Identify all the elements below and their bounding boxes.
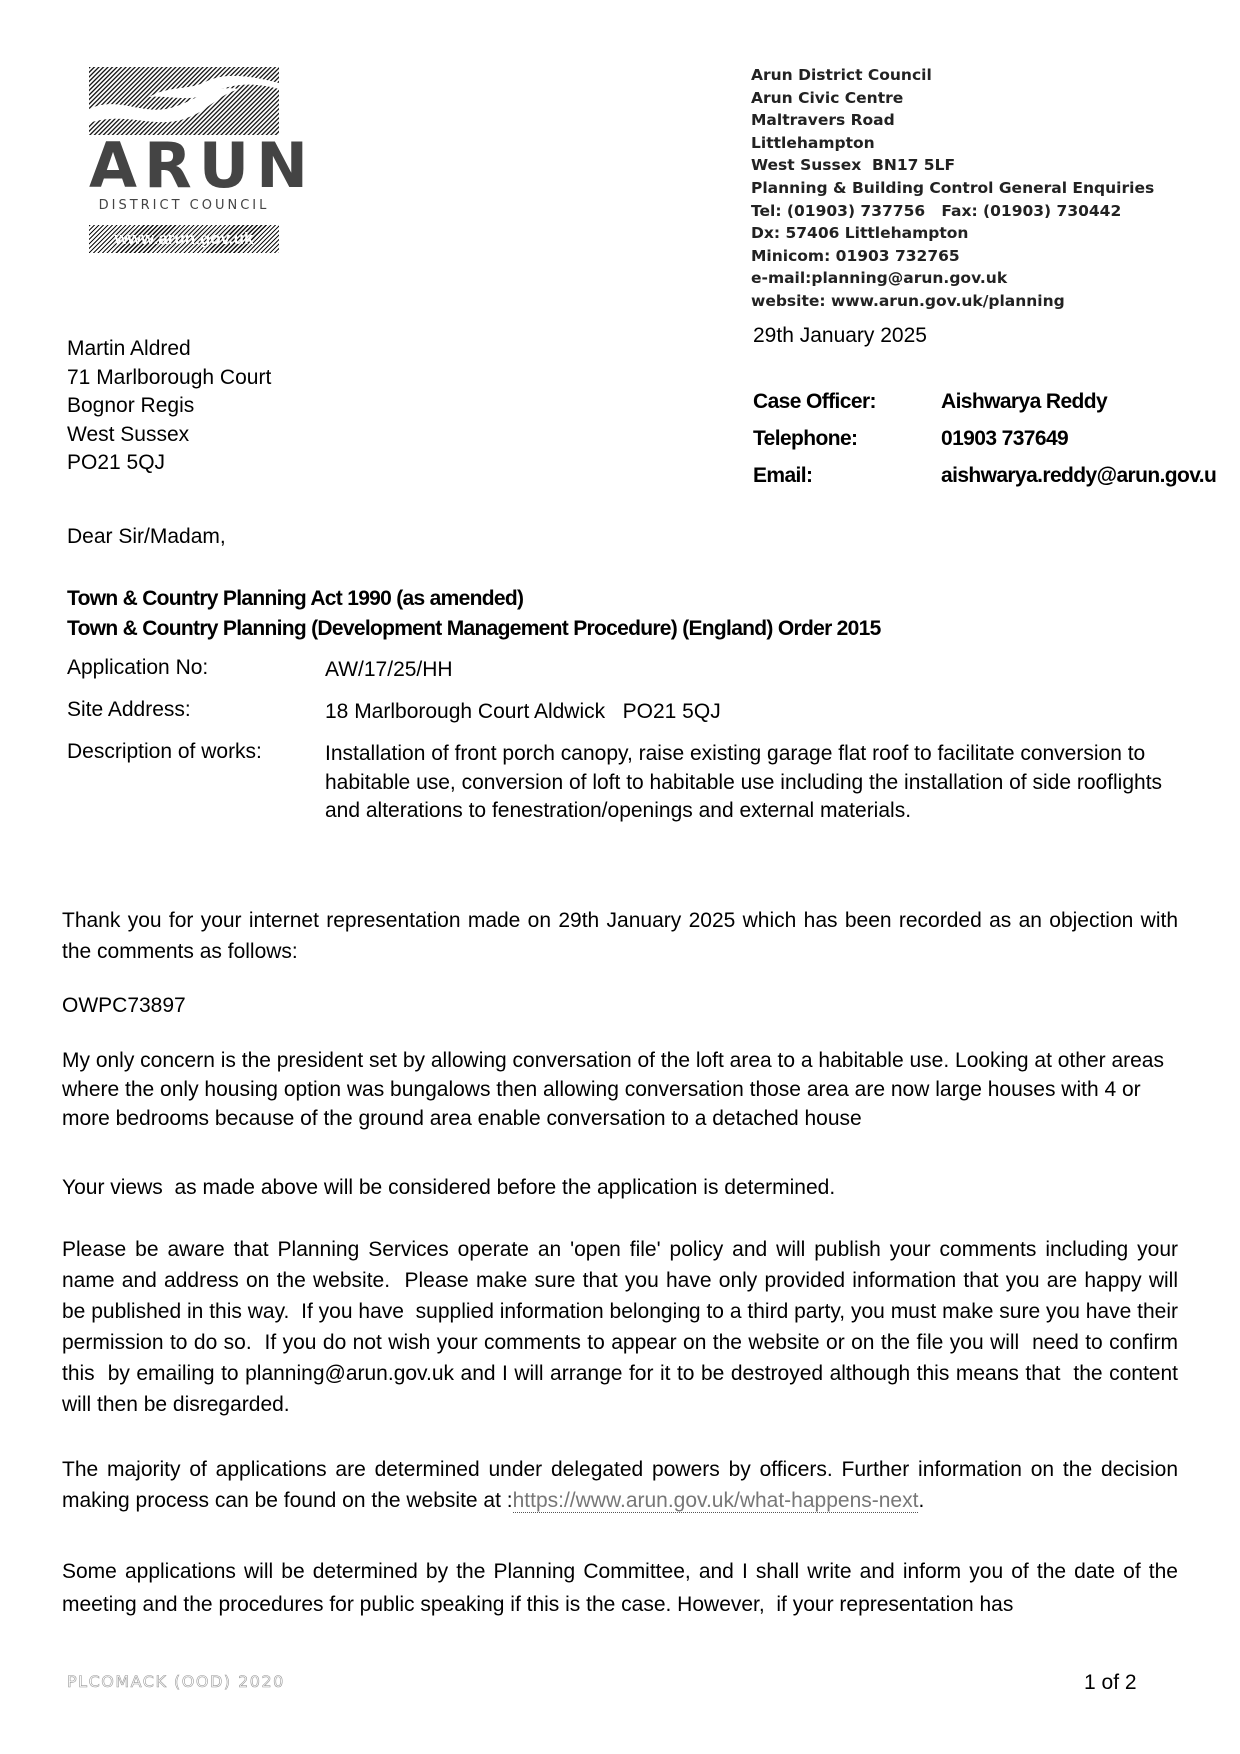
council-address-block [751,64,1154,313]
logo-subtitle: DISTRICT COUNCIL [98,198,270,213]
telephone-number: 01903 737649 [941,427,1069,450]
thanks-paragraph: Thank you for your internet representation made on 29th January 2025 which has been recorded as an objection with the comments as follows: [62,909,1178,963]
council-line: e-mail:planning@arun.gov.uk [751,269,1008,288]
logo-url-text: www.arun.gov.uk [114,229,254,248]
application-details [67,656,1177,826]
majority-text: The majority of applications are determined under delegated powers by officers. Further information on the decision making process can be found on the website at : [62,1458,1178,1512]
majority-paragraph [62,1454,1178,1516]
majority-end: . [918,1489,925,1512]
description-row [67,740,1177,826]
recipient-line: Martin Aldred [67,337,191,360]
council-line: Littlehampton [751,133,875,152]
site-address-row [67,698,1177,740]
wave-emblem-icon [89,67,279,137]
application-number-row [67,656,1177,698]
recipient-line: Bognor Regis [67,394,195,417]
email-address[interactable]: aishwarya.reddy@arun.gov.u [941,464,1217,487]
officer-label: Case Officer: [753,390,876,413]
views-paragraph: Your views as made above will be considered before the application is determined. [62,1176,836,1199]
page-number: 1 of 2 [1084,1671,1137,1694]
logo-url-banner [89,225,279,253]
telephone-label: Telephone: [753,427,858,450]
council-line: Tel: (01903) 737756 Fax: (01903) 730442 [751,201,1122,220]
council-line: website: www.arun.gov.uk/planning [751,291,1065,310]
council-line: Dx: 57406 Littlehampton [751,224,969,243]
council-line: Planning & Building Control General Enquiries [751,178,1155,197]
council-line: Arun District Council [751,66,932,84]
council-line: Minicom: 01903 732765 [751,246,960,265]
site-address-value: 18 Marlborough Court Aldwick PO21 5QJ [325,700,721,723]
recipient-line: 71 Marlborough Court [67,365,272,389]
committee-paragraph: Some applications will be determined by the Planning Committee, and I shall write and inform you of the date of the meeting and the procedures for public speaking if this is the case. However, if your representation has [62,1560,1184,1616]
council-line: Maltravers Road [751,111,895,130]
salutation: Dear Sir/Madam, [67,525,226,548]
application-number-value: AW/17/25/HH [325,658,453,681]
heading-line: Town & Country Planning Act 1990 (as amended) [67,587,524,610]
site-address-label: Site Address: [67,698,191,721]
letter-date: 29th January 2025 [753,324,927,347]
officer-name: Aishwarya Reddy [941,390,1108,413]
act-heading [67,584,881,644]
council-line: Arun Civic Centre [751,88,904,107]
recipient-address [67,335,271,478]
arun-logo [89,67,315,257]
heading-line: Town & Country Planning (Development Management Procedure) (England) Order 2015 [67,617,881,640]
application-number-label: Application No: [67,656,209,679]
form-code: PLCOMACK (OOD) 2020 [67,1672,285,1691]
description-value: Installation of front porch canopy, raise existing garage flat roof to facilitate conversion to habitable use, conversion of loft to habitable use including the installation of side rooflights and alterations to fenestration/openings and external materials. [325,742,1163,822]
recipient-line: West Sussex [67,422,190,446]
logo-wordmark: ARUN [89,129,315,202]
email-label: Email: [753,464,813,487]
open-file-paragraph: Please be aware that Planning Services operate an 'open file' policy and will publish your comments including your name and address on the website. Please make sure that you have only provided information that you are happy will be published in this way. If you have supplied information belonging to a third party, you must make sure you have their permission to do so. If you do not wish your comments to appear on the website or on the file you will need to confirm this by emailing to planning@arun.gov.uk and I will arrange for it to be destroyed although this means that the content will then be disregarded. [62,1238,1184,1416]
recipient-line: PO21 5QJ [67,451,166,474]
reference-code: OWPC73897 [62,994,186,1017]
what-happens-next-link[interactable]: https://www.arun.gov.uk/what-happens-next [512,1489,919,1512]
objection-comment: My only concern is the president set by allowing conversation of the loft area to a habitable use. Looking at other areas where the only housing option was bungalows then allowing conversation those area are now large houses with 4 or more bedrooms because of the ground area enable conversation to a detached house [62,1049,1164,1130]
council-line: West Sussex BN17 5LF [751,156,956,175]
description-label: Description of works: [67,740,262,763]
